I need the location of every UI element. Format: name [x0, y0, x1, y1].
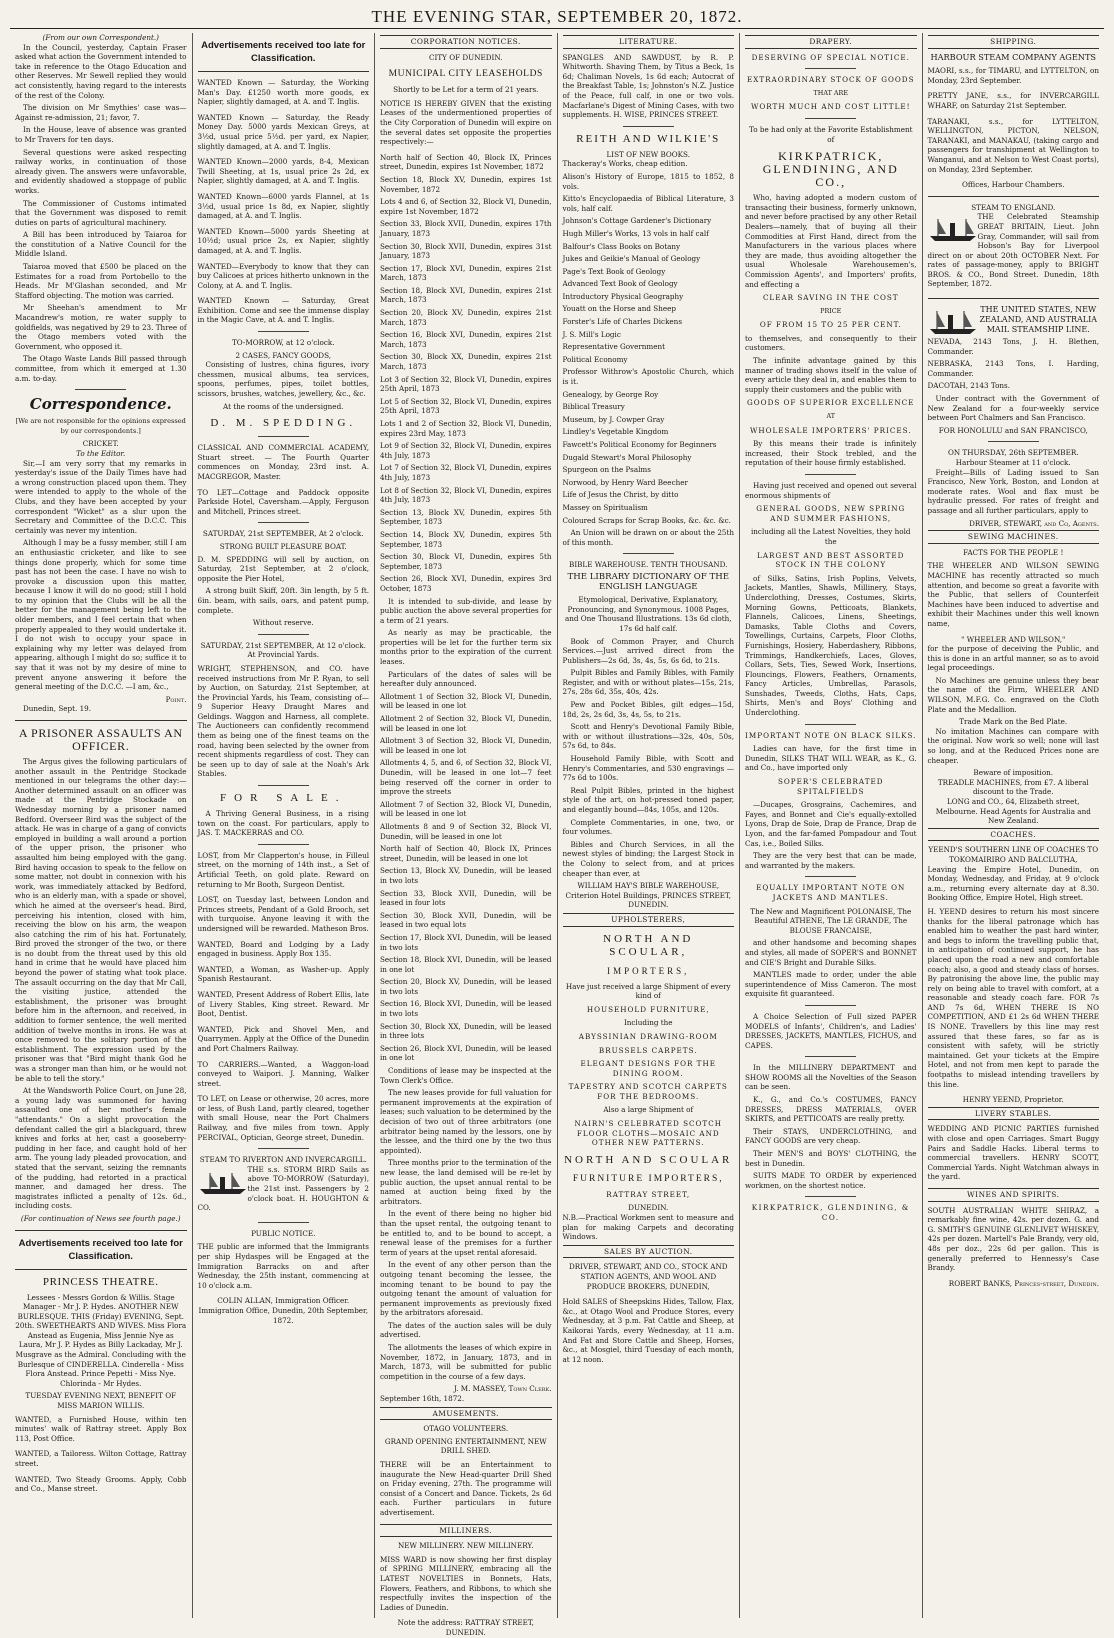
shiraz-ad: SOUTH AUSTRALIAN WHITE SHIRAZ, a remarkably fine wine, 42s. per dozen. G. and G. SMITH'S GENUINE GLENLIVET WHISKEY, 42s per dozen. Martell's Pale Brandy, very old, 48s per doz., 22s 6d per gallon. This is generally preferred to Hennessy's Case Brandy.	[927, 1205, 1099, 1273]
yeend-text: Leaving the Empire Hotel, Dunedin, on Monday, Wednesday, and Friday, at 9 o'clock a.m., returning every alternate day at 8.30. Booking Office, Empire Hotel, High street.	[927, 864, 1099, 903]
kirkpatrick-heading: KIRKPATRICK, GLENDINING, AND CO.,	[762, 149, 899, 190]
lease-item: Section 18, Block XVI, Dunedin, expires 21st March, 1873	[380, 285, 552, 305]
lease-item: Lot 7 of Section 32, Block VI, Dunedin, expires 4th July, 1873	[380, 463, 552, 482]
column-5	[740, 33, 923, 1618]
telegram-paragraph: In the Council, yesterday, Captain Fraser asked what action the Government intended to take in reference to the Otago Education and other Reserves. Mr Sewell replied they would act consistently, having regard to the interests of the rest of the Colony.	[15, 42, 187, 100]
book-item: Advanced Text Book of Geology	[562, 279, 678, 289]
great-britain-ad: THE Celebrated Steamship GREAT BRITAIN, Lieut. John Gray, Commander, will sail from Hobson's Bay for Liverpool direct on or about 20th OCTOBER Next. For rates of passage-money, apply to BRIGHT BROS. & CO., Bond Street. Dunedin, 18th September, 1872.	[927, 212, 1099, 289]
otago-volunteers: OTAGO VOLUNTEERS.	[423, 1424, 509, 1434]
carriers-ad: TO CARRIERS.—Wanted, a Waggon-load conveyed to Waipori. J. Manning, Walker street.	[197, 1059, 369, 1088]
town-clerk-date: September 16th, 1872.	[380, 1394, 465, 1404]
literature-section: LITERATURE.	[563, 35, 735, 49]
allotment-item: Section 26, Block XVI, Dunedin, will be leased in one lot	[380, 1043, 552, 1063]
lease-item: Section 18, Block XV, Dunedin, expires 1st November, 1872	[380, 174, 552, 194]
worth: WORTH MUCH AND COST LITTLE!	[750, 102, 911, 112]
lease-item: Lot 3 of Section 32, Block VI, Dunedin, expires 25th April, 1873	[380, 374, 552, 394]
book-item: Johnson's Cottage Gardener's Dictionary	[562, 216, 712, 226]
ducapes: —Ducapes, Grosgrains, Cachemires, and Fayes, and Bonnet and Cie's equally-extolled Lyons, Drap de Soie, Drap de France, Drap de Lyon, and the far-famed Pompadour and Tout Cas, i.e., Boiled Silks.	[745, 800, 917, 848]
clear-saving: CLEAR SAVING IN THE COST	[762, 293, 899, 303]
fancy-at: At the rooms of the undersigned.	[223, 401, 344, 411]
book-item: Professor Withrow's Apostolic Church, which is it.	[562, 367, 734, 387]
prisoner-article	[15, 757, 187, 1211]
condition-paragraph: The dates of the auction sales will be duly advertised.	[380, 1320, 552, 1340]
column-3	[375, 33, 558, 1637]
ward-address: Note the address: RATTRAY STREET, DUNEDIN.	[397, 1618, 534, 1637]
column-1	[10, 33, 193, 1618]
allotment-item: Section 33, Block XVII, Dunedin, will be leased in four lots	[380, 888, 552, 908]
dictionary-text: Etymological, Derivative, Explanatory, Pronouncing, and Synonymous. 1008 Pages, and One Thousand Illustrations. 13s 6d cloth, 17s 6d half calf.	[564, 595, 732, 633]
imitation: No imitation Machines can compare with the original. Now work so well; none will last so long, and at the Reduced Prices none are cheaper.	[927, 726, 1099, 765]
bible-item: Book of Common Prayer, and Church Services.—Just arrived direct from the Publishers—2s 6d, 3s, 4s, 5s, 6s 6d, to 21s.	[562, 636, 734, 665]
by-this: By this means their trade is infinitely increased, their Stock trebled, and the reputation of their house firmly established.	[745, 439, 917, 468]
rattray-street: RATTRAY STREET,	[606, 1189, 691, 1199]
upholsterers-section: UPHOLSTERERS,	[563, 913, 735, 927]
furniture-importers: FURNITURE IMPORTERS,	[572, 1173, 724, 1184]
sewing-section: SEWING MACHINES.	[928, 530, 1100, 544]
millinery: In the MILLINERY DEPARTMENT and SHOW ROOMS all the Novelties of the Season can be seen.	[745, 1063, 917, 1092]
columns	[10, 33, 1104, 1637]
driver-heading: DRIVER, STEWART, AND CO., STOCK AND STATION AGENTS, AND WOOL AND PRODUCE BROKERS, DUNEDIN,	[568, 1262, 728, 1291]
condition-paragraph: In the event of any other person than the outgoing tenant becoming the lessee, the incoming tenant to be bound to pay the outgoing tenant the amount of valuation for permanent improvements as previously fixed by the arbitrators aforesaid.	[380, 1260, 552, 1318]
union-note: An Union will be drawn on or about the 25th of this month.	[562, 528, 734, 547]
honolulu: FOR HONOLULU and SAN FRANCISCO,	[938, 425, 1088, 435]
book-item: Coloured Scraps for Scrap Books, &c. &c. &c.	[562, 515, 731, 525]
percent: OF FROM 15 TO 25 PER CENT.	[759, 320, 902, 330]
wanted-ad: WANTED Known — Saturday, Great Exhibition. Come and see the immense display in the Magic Cave, at A. and T. Inglis.	[197, 296, 369, 325]
lease-item: Section 33, Block XVII, Dunedin, expires 17th January, 1873	[380, 219, 552, 238]
book-item: Kitto's Encyclopaedia of Biblical Literature, 3 vols, half calf.	[562, 194, 734, 213]
boat-text: A strong built Skiff, 20ft. 3in length, by 5 ft. 6in. beam, with sails, oars, and patent pump, complete.	[197, 586, 369, 615]
importers: IMPORTERS,	[607, 965, 690, 976]
soper: SOPER'S CELEBRATED SPITALFIELDS	[777, 777, 884, 796]
book-item: Introductory Physical Geography	[562, 291, 684, 301]
column-4	[558, 33, 741, 1618]
wheeler-ad: THE WHEELER AND WILSON SEWING MACHINE has recently attracted so much attention, and become so great a favorite with the Public, that sellers of Counterfeit Machines have been induced to advertise and exhibit their Machines under this well known name,	[927, 561, 1099, 628]
allotment-item: Allotments 8 and 9 of Section 32, Block VI, Dunedin, will be leased in one lot	[380, 821, 552, 841]
elegant: ELEGANT DESIGNS FOR THE DINING ROOM.	[580, 1059, 716, 1078]
without-reserve: Without reserve.	[252, 618, 314, 628]
north-heading-2: NORTH AND SCOULAR	[564, 1153, 733, 1166]
book-item: J. S. Mill's Logic	[562, 329, 621, 339]
allotment-item: Section 17, Block XVI, Dunedin, will be leased in two lots	[380, 932, 552, 952]
book-list	[563, 159, 735, 525]
important-note: IMPORTANT NOTE ON BLACK SILKS.	[745, 730, 917, 740]
saturday-2: SATURDAY, 21st SEPTEMBER, At 12 o'clock. At Provincial Yards.	[200, 640, 366, 660]
grand-heading: GRAND OPENING ENTERTAINMENT, NEW DRILL SHED.	[384, 1436, 547, 1456]
book-item: Museum, by J. Cowper Gray	[562, 414, 665, 424]
ward-ad: MISS WARD is now showing her first display of SPRING MILLINERY, embracing all the LATEST NOVELTIES in Bonnets, Hats, Flowers, Feathers, and Ribbons, to which she respectfully invites the inspection of the Ladies of Dunedin.	[380, 1554, 552, 1612]
spangles-ad: SPANGLES AND SAWDUST, by R. P. Whitworth. Shaving Them, by Titus a Beck, 1s 6d; Chaliman Novels, 1s 6d each; Autocrat of the Breakfast Table, 1s; Johnston's N.Z. Justice of the Peace, full calf, in one or two vols. Macfarlane's Digest of Mining Cases, with two supplements. H. WISE, PRINCES STREET.	[562, 52, 734, 120]
book-item: Lindley's Vegetable Kingdom	[562, 427, 669, 437]
nearly: As nearly as may be practicable, the properties will be let for the further term six months prior to the expiration of the current leases.	[380, 628, 552, 667]
book-item: Forster's Life of Charles Dickens	[562, 317, 683, 327]
allotment-item: Allotments 4, 5, and 6, of Section 32, Block VI, Dunedin, will be leased in one lot—7 feet being reserved off the corner in order to improve the streets	[380, 758, 552, 797]
late-ads-heading-2: Advertisements received too late for Classification.	[201, 40, 366, 64]
cricket-date: Dunedin, Sept. 19.	[23, 704, 92, 714]
beware: Beware of imposition.	[973, 768, 1054, 778]
tolet-ad-1: TO LET—Cottage and Paddock opposite Parkside Hotel, Caversham.—Apply, Ferguson and Mitchell, Princes street.	[197, 487, 369, 516]
lease-item: Section 26, Block XVI, Dunedin, expires 3rd October, 1873	[380, 574, 552, 593]
wanted-ad: WANTED Known—6000 yards Flannel, at 1s 3½d, usual price 1s 8d, ex Napier, slightly damaged, at A. and T. Inglis.	[197, 191, 369, 221]
suits: SUITS MADE TO ORDER by experienced workmen, on the shortest notice.	[745, 1171, 917, 1190]
saturday-1: SATURDAY, 21st SEPTEMBER, At 2 o'clock.	[202, 529, 364, 539]
allotment-item: Section 18, Block XVI, Dunedin, will be leased in one lot	[380, 955, 552, 974]
book-item: Alison's History of Europe, 1815 to 1852, 8 vols.	[562, 171, 734, 191]
lease-item: Section 17, Block XVI, Dunedin, expires 21st March, 1873	[380, 263, 552, 283]
correspondence-heading: Correspondence.	[29, 395, 172, 414]
lease-item: Section 14, Block XV, Dunedin, expires 5th September, 1873	[380, 529, 552, 549]
column-6	[923, 33, 1105, 1618]
wanted-ad: WANTED Known—5000 yards Sheeting at 10½d; usual price 2s, ex Napier, slightly damaged, at A. and T. Inglis.	[197, 226, 369, 255]
column-2	[193, 33, 376, 1618]
theatre-text: Lessees - Messrs Gordon & Willis. Stage Manager - Mr J. P. Hydes. ANOTHER NEW BURLESQUE. THIS (Friday) EVENING, Sept. 20th. SWEETHEARTS AND WIVES. Miss Flora Anstead as Eugenia, Miss Jennie Nye as Laura, Mr J. P. Hydes as Billy Lackaday, Mr J. Musgrave as the Admiral. Concluding with the Burlesque of CINDERELLA. Cinderella - Miss Flora Anstead. Prince Pepetti - Miss Nye. Chlorinda - Mr Hydes.	[15, 1292, 187, 1388]
purpose: for the purpose of deceiving the Public, and this is done in an artful manner, so as to avoid legal proceedings.	[927, 644, 1099, 673]
on-thursday: ON THURSDAY, 26th SEPTEMBER.	[947, 448, 1079, 458]
prisoner-heading: A PRISONER ASSAULTS AN OFFICER.	[18, 726, 183, 753]
book-item: Hugh Miller's Works, 13 vols in half calf	[562, 228, 709, 238]
telegram-paragraph: The Otago Waste Lands Bill passed through committee, from which it emerged at 1.30 a.m. to-day.	[15, 354, 187, 383]
prisoner-paragraph: The Argus gives the following particulars of another assault in the Pentridge Stockade mentioned in our telegrams the other day:— Another determined assault on an officer was made at the Pentridge Stockade on Wednesday morning by a prisoner named Bedford. Overseer Bird was the subject of the attack. He was in charge of a gang of convicts employed in building a wall around a portion of the upper prison, the prisoner who assaulted him being employed with the gang. Bird having occasion to speak to the fellow on some matter, not doubt in connexion with his work, was immediately attacked by Bedford, who is an elderly man, with a spade or shovel, which he aimed at the overseer's head. Bird, perceiving his intention, closed with him, receiving the blow on his arm, the weapon also catching the rim of his hat. Fortunately, Bird proved the stronger of the two, or there is no doubt from the threat used by this old hand in crime that he would have placed him beyond the power of stating what took place. The assault occurring on the day that Mr Call, the visiting justice, attended the establishment, the prisoner was brought before him in the afternoon, and received, in addition to former sentence, the well merited addition of twelve months in irons. He was at once removed to the solitary portion of the establishment. The expression used by the prisoner was that "Bird might thank God he was a stronger man than him, or he would not be able to tell the story."	[15, 757, 187, 1083]
allotment-item: Allotment 3 of Section 32, Block VI, Dunedin, will be leased in one lot	[380, 736, 552, 755]
lost-ad-2: LOST, on Tuesday last, between London and Princes streets, Pendant of a Gold Brooch, set with turquoise. Anyone leaving it with the undersigned will be rewarded. Matheson Bros.	[197, 895, 369, 933]
costumes: K., G., and Co.'s COSTUMES, FANCY DRESSES, DRESS MATERIALS, OVER SKIRTS, and PETTICOATS are really pretty.	[745, 1095, 917, 1124]
bible-item: Scott and Henry's Devotional Family Bible, with or without illustrations—32s, 40s, 50s, 57s 6d, to 84s.	[562, 722, 734, 751]
dacotah: DACOTAH, 2143 Tons.	[927, 381, 1011, 391]
north-nb: N.B.—Practical Workmen sent to measure and plan for making Carpets and decorating Windows.	[562, 1213, 734, 1242]
condition-paragraph: Conditions of lease may be inspected at the Town Clerk's Office.	[380, 1066, 552, 1085]
wheeler-wilson: " WHEELER AND WILSON,"	[961, 634, 1066, 644]
particulars: Particulars of the dates of sales will be hereafter duly announced.	[380, 669, 552, 689]
household: HOUSEHOLD FURNITURE,	[586, 1004, 710, 1014]
town-clerk-sig: J. M. MASSEY, Town Clerk.	[453, 1384, 552, 1394]
wanted-ad: WANTED, a Woman, as Washer-up. Apply Spanish Restaurant.	[197, 964, 369, 984]
public-notice-text: THE public are informed that the Immigrants per ship Hydaspes will be Engaged at the Immigration Barracks on and after Wednesday, the 25th instant, commencing at 10 o'clock a.m.	[197, 1242, 369, 1290]
lease-list	[380, 153, 552, 594]
continuation-note: (For continuation of News see fourth page.)	[20, 1213, 181, 1223]
intended: It is intended to sub-divide, and lease by public auction the above several properties for a term of 21 years.	[380, 596, 552, 625]
mens: Their MEN'S and BOYS' CLOTHING, the best in Dunedin.	[745, 1149, 917, 1168]
leaseholds-heading: MUNICIPAL CITY LEASEHOLDS	[388, 69, 543, 80]
freight: Freight—Bills of Lading issued to San Francisco, New York, Boston, and London at moderate rates. Wool and flax must be hydraulic pressed. For rates of freight and passage and all further particulars, apply to	[927, 467, 1099, 515]
steam-heading: STEAM TO RIVERTON AND INVERCARGILL.	[199, 1155, 367, 1165]
us-line-heading: THE UNITED STATES, NEW ZEALAND, AND AUSTRALIA MAIL STEAMSHIP LINE.	[979, 305, 1098, 335]
to-editor: To the Editor.	[76, 448, 126, 458]
book-item: Jukes and Geikie's Manual of Geology	[562, 254, 701, 264]
bible-item: Pulpit Bibles and Family Bibles, with Family Register, and with or without plates—15s, 21s, 27s, 28s 6d, 35s, 40s, 42s.	[562, 668, 734, 697]
book-item: Massey on Spiritualism	[562, 502, 648, 512]
public-notice-sig: COLIN ALLAN, Immigration Officer. Immigration Office, Dunedin, 20th September, 1872.	[198, 1296, 368, 1325]
telegram-paragraph: The Commissioner of Customs intimated that the Government was disposed to remit duties on parts of agricultural machinery.	[15, 198, 187, 227]
extraordinary: EXTRAORDINARY STOCK OF GOODS	[746, 75, 915, 85]
allotments-list	[380, 692, 552, 1063]
trade-mark: Trade Mark on the Bed Plate.	[959, 717, 1068, 727]
infinite: The infinite advantage gained by this manner of trading shows itself in the value of every article they deal in, and enables them to supply their customers and the public with	[745, 356, 917, 394]
classical-ad: CLASSICAL AND COMMERCIAL ACADEMY, Stuart street. — The Fourth Quarter commences on Monday, 23rd inst. A. MACGREGOR, Master.	[197, 443, 369, 481]
wanted-ads-2	[198, 940, 370, 1054]
brussels: BRUSSELS CARPETS.	[598, 1045, 698, 1055]
abyssinian: ABYSSINIAN DRAWING-ROOM	[578, 1031, 718, 1041]
tomorrow: TO-MORROW, at 12 o'clock.	[231, 338, 335, 348]
book-item: Page's Text Book of Geology	[562, 266, 666, 276]
wholesale: WHOLESALE IMPORTERS' PRICES.	[749, 425, 912, 435]
wanted-ad: WANTED Known—2000 yards, 8-4, Mexican Twill Sheeting, at 1s, usual price 2s 2d, ex Napier, slightly damaged, at A. and T. Inglis.	[197, 157, 369, 186]
other-shapes: and other handsome and becoming shapes and styles, all made of SOPER'S and BONNET and CIE'S Bright and Durable Silks.	[745, 938, 917, 967]
wanted-ad: WANTED, Pick and Shovel Men, and Quarrymen. Apply at the Office of the Dunedin and Port Chalmers Railway.	[197, 1024, 369, 1053]
telegram-paragraph: Taiaroa moved that £500 be placed on the Estimates for a road from Portobello to the Heads. Mr M'Glashan seconded, and Mr Stafford objecting. The motion was carried.	[15, 262, 187, 300]
allotment-item: Section 16, Block XVI, Dunedin, will be leased in two lots	[380, 999, 552, 1019]
price: PRICE	[820, 306, 842, 315]
maori-ad: MAORI, s.s., for TIMARU, and LYTTELTON, on Monday, 23rd September.	[927, 66, 1099, 85]
wanted-ad: WANTED Known — Saturday, the Working Man's Day. £1250 worth more goods, ex Napier, slightly damaged, at A. and T. Inglis.	[197, 78, 369, 107]
allotment-item: North half of Section 40, Block IX, Princes street, Dunedin, will be leased in one lot	[380, 844, 552, 863]
having: Having just received and opened out several enormous shipments of	[745, 481, 917, 500]
lease-item: Section 30, Block XX, Dunedin, expires 21st March, 1873	[380, 352, 552, 372]
north-heading: NORTH AND SCOULAR,	[603, 932, 694, 958]
allotment-item: Allotment 7 of Section 32, Block VI, Dunedin, will be leased in one lot	[380, 799, 552, 819]
book-item: Genealogy, by George Roy	[562, 389, 659, 399]
late-ads-heading: Advertisements received too late for Classification.	[18, 1237, 183, 1262]
bible-list	[563, 637, 735, 879]
allotment-item: Section 13, Block XV, Dunedin, will be leased in two lots	[380, 866, 552, 885]
book-item: Spurgeon on the Psalms	[562, 465, 651, 475]
deserving: DESERVING OF SPECIAL NOTICE.	[751, 52, 910, 62]
telegram-paragraph: A Bill has been introduced by Taiaroa for the constitution of a Native Council for the Middle Island.	[15, 230, 187, 259]
wanted-ad: WANTED Known — Saturday, the Ready Money Day. 5000 yards Mexican Greys, at 3½d, usual price 5½d. per yard, ex Napier, slightly damaged, at A. and T. Inglis.	[197, 112, 369, 151]
equally: EQUALLY IMPORTANT NOTE ON JACKETS AND MANTLES.	[756, 883, 906, 902]
lease-item: Section 30, Block VI, Dunedin, expires 5th September, 1873	[380, 552, 552, 571]
bible-item: Pew and Pocket Bibles, gilt edges—15d, 18d, 2s, 2s 6d, 3s, 4s, 5s, to 21s.	[562, 700, 734, 719]
lease-item: Section 16, Block XVI, Dunedin, expires 21st March, 1873	[380, 330, 552, 349]
banks-sig: ROBERT BANKS, Princes-street, Dunedin.	[948, 1278, 1099, 1288]
wright-ad: WRIGHT, STEPHENSON, and CO. have received instructions from Mr P. Ryan, to sell by Auction, on Saturday, 21st September, at the Provincial Yards, his Team, consisting of— 9 Superior Heavy Draught Mares and Geldings. Waggon and Harness, all complete. The Auctioneers can confidently recommend them as being one of the finest teams on the road, having been selected by the owner from recent shipments regardless of cost. They can be seen up to day of sale at the Noah's Ark Stables.	[197, 663, 369, 779]
offices: Offices, Harbour Chambers.	[961, 180, 1065, 190]
forsale-heading: FOR SALE.	[220, 792, 347, 805]
lease-item: Lots 4 and 6, of Section 32, Block VI, Dunedin, expire 1st November, 1872	[380, 197, 552, 216]
at: AT	[826, 412, 836, 421]
long-co: LONG and CO., 64, Elizabeth street, Melbourne. Head Agents for Australia and New Zealand.	[935, 797, 1091, 826]
book-item: Life of Jesus the Christ, by ditto	[562, 490, 679, 500]
book-item: Dugald Stewart's Moral Philosophy	[562, 452, 692, 462]
book-item: Balfour's Class Books on Botany	[562, 241, 681, 251]
boat-heading: STRONG BUILT PLEASURE BOAT.	[219, 541, 347, 551]
condition-paragraph: The new leases provide for full valuation for permanent improvements at the expiration of leases; such valuation to be determined by the decision of two out of three arbitrators (one arbitrator being named by the lessors, one by the lessee, and the third one by the two thus appointed).	[380, 1088, 552, 1155]
mail-ship-icon	[928, 309, 978, 335]
corporation-section: CORPORATION NOTICES.	[380, 35, 552, 49]
yeend-heading: YEEND'S SOUTHERN LINE OF COACHES TO TOKOMAIRIRO AND BALCLUTHA,	[928, 845, 1099, 864]
spedding-2: D. M. SPEDDING will sell by auction, on Saturday, 21st September, at 2 o'clock, opposite the Pier Hotel,	[197, 554, 369, 583]
polonaise: The New and Magnificent POLONAISE, The Beautiful ATHENE, The LE GRANDE, The BLOUSE FRANCAISE,	[750, 906, 912, 935]
lease-item: North half of Section 40, Block IX, Princes street, Dunedin, expires 1st November, 1872	[380, 152, 552, 172]
amusements-section: AMUSEMENTS.	[380, 1407, 552, 1421]
bible-item: Bibles and Church Services, in all the newest styles of binding; the Largest Stock in the Colony to select from, and at prices cheaper than ever, at	[562, 839, 734, 878]
facts: FACTS FOR THE PEOPLE !	[963, 547, 1064, 557]
telegram-paragraph: The division on Mr Smythies' case was—Against re-admission, 21; favor, 7.	[15, 103, 187, 122]
small-ad: WANTED, a Furnished House, within ten minutes' walk of Rattray street. Apply Box 113, Post Office.	[15, 1414, 187, 1443]
tapestry: TAPESTRY AND SCOTCH CARPETS FOR THE BEDROOMS.	[568, 1082, 728, 1101]
coaches-section: COACHES.	[928, 828, 1100, 842]
allotment-item: Section 20, Block XV, Dunedin, will be leased in two lots	[380, 977, 552, 996]
condition-paragraph: Three months prior to the termination of the new lease, the land demised will be re-let by public auction, the upset annual rental to be named at auction being fixed by the arbitrators.	[380, 1158, 552, 1206]
who-text: Who, having adopted a modern custom of transacting their business, formerly unknown, and never before practised by any other Retail Dealers—namely, that of buying all their Commodities at First Hand, direct from the Manufacturers in the various places where they are made, thus avoiding altogether the usual Wholesale Warehousemen's, Commission Agents', and Importers' profits, and effecting a	[745, 193, 917, 289]
cricket-heading: CRICKET.	[82, 439, 119, 449]
book-item: Political Economy	[562, 354, 628, 364]
book-item: Representative Government	[562, 342, 666, 352]
leaseholds-sub: Shortly to be Let for a term of 21 years.	[393, 85, 539, 95]
tolet-ad-2: TO LET, on Lease or otherwise, 20 acres, more or less, of Bush Land, partly cleared, together with small House, near the Port Chalmers Railway, and five miles from town. Apply PERCIVAL, Optician, George street, Dunedin.	[197, 1094, 369, 1142]
kirkpatrick-footer: KIRKPATRICK, GLENDINING, & CO.	[751, 1203, 910, 1222]
lease-item: Lot 5 of Section 32, Block VI, Dunedin, expires 25th April, 1873	[380, 396, 552, 416]
spedding: D. M. SPEDDING.	[210, 417, 357, 430]
yeend-thanks: H. YEEND desires to return his most sincere thanks for the liberal patronage which has enabled him to weather the past hard winter, and begs to inform the travelling public that, in anticipation of continued support, he has placed upon the road a new and comfortable coach; also, a good and steady class of horses. By patronising the above line, the public may rely on being able to travel with comfort, at a reasonable and steady coach fare. FOR 7s AND 7s 6d, WHEN THERE IS NO COMPETITION, AND £1 2s 6d WHEN THERE IS NONE. Travellers by this line may rest assured that these fares, so far as is consistent with safety, will be strictly maintained. Get your tickets at the Empire Hotel, and not from men kept to parade the footpaths to mislead intending travellers by this line.	[927, 906, 1099, 1089]
steamship-icon	[928, 216, 978, 242]
cricket-paragraph: Although I may be a fussy member, still I am an enthusiastic cricketer, and like to see things done properly, which for some time past has not been the case. I have no wish to provoke a discussion upon this matter, because I know it will do no good; still I hold to my opinion that the Clubs will be all the better for the management being left to the older members, and I feel certain that when properly appealed to they would undertake it. I do not wish to occupy your space in explaining why my letter was delayed from appearing, although I might do so; suffice it to say that it was not by my desire of mine to prevent anyone answering it before the general meeting of the D.C.C. —I am, &c.,	[15, 538, 187, 692]
bible-item: Complete Commentaries, in one, two, or four volumes.	[562, 817, 734, 837]
taranaki-ad: TARANAKI, s.s., for LYTTELTON, WELLINGTON, PICTON, NELSON, TARANAKI, and MANAKAU, (taking cargo and passengers for transhipment at Wellington to Wanganui, and at Nelson to West Coast ports), on Monday, 23rd September.	[927, 116, 1099, 174]
telegram-paragraph: Several questions were asked respecting railway works, in continuation of those already given. The answers were unfavorable, and evidently shadowed a stoppage of public works.	[15, 147, 187, 195]
grand-text: THERE will be an Entertainment to inaugurate the New Head-quarter Drill Shed on Friday evening, 27th. The programme will consist of a Concert and Dance. Tickets, 2s 6d each. Further particulars in future advertisement.	[380, 1460, 552, 1517]
superior: GOODS OF SUPERIOR EXCELLENCE	[747, 398, 915, 408]
general-goods: GENERAL GOODS, NEW SPRING AND SUMMER FASHIONS,	[756, 504, 906, 523]
milliners-section: MILLINERS.	[380, 1524, 552, 1538]
small-ad: WANTED, a Tailoress. Wilton Cottage, Rattray street.	[15, 1449, 187, 1468]
cricket-paragraph: Sir,—I am very sorry that my remarks in yesterday's issue of the Daily Times have had a wrong construction placed upon them. They were intended to apply to the whole of the Clubs, and they have been accepted by your correspondent "Wicket" as a slur upon the Secretary and Committee of the D.C.C. This certainly was never my intention.	[15, 458, 187, 535]
condition-paragraph: In the event of there being no higher bid than the upset rental, the outgoing tenant to be entitled to, and to be bound to accept, a renewal lease of the premises for a further term of years at the upset rental aforesaid.	[380, 1209, 552, 1257]
lease-item: Section 30, Block XVII, Dunedin, expires 31st January, 1873	[380, 241, 552, 261]
theatre-heading: PRINCESS THEATRE.	[42, 1275, 159, 1288]
book-item: Thackeray's Works, cheap edition.	[562, 159, 688, 169]
bible-item: Household Family Bible, with Scott and Henry's Commentaries, and 530 engravings —77s 6d to 100s.	[562, 754, 734, 783]
wanted-ad: WANTED, Present Address of Robert Ellis, late of Livery Stables, King street. Reward. Mr Boot, Dentist.	[197, 989, 369, 1019]
new-millinery: NEW MILLINERY. NEW MILLINERY.	[397, 1541, 534, 1551]
including: Including the	[623, 1018, 673, 1028]
genuine: No Machines are genuine unless they bear the name of the Firm, WHEELER AND WILSON, M.F.G. Co. engraved on the Cloth Plate and the Medallion.	[927, 675, 1099, 714]
lease-item: Lots 1 and 2 of Section 32, Block VI, Dunedin, expires 23rd May, 1873	[380, 419, 552, 438]
harbour-heading: HARBOUR STEAM COMPANY AGENTS	[930, 51, 1097, 62]
theatre-benefit: TUESDAY EVENING NEXT, BENEFIT OF MISS MARION WILLIS.	[25, 1391, 177, 1411]
wanted-ad: WANTED—Everybody to know that they can buy Calicoes at prices hitherto unknown in the Colony, at A. and T. Inglis.	[197, 261, 369, 290]
lost-ad-1: LOST, from Mr Clapperton's house, in Filleul street, on the morning of 14th inst., a Set of Artificial Teeth, on gold plate. Reward on returning to Mr Booth, Surgeon Dentist.	[197, 850, 369, 889]
disclaimer: [We are not responsible for the opinions expressed by our correspondents.]	[15, 417, 186, 435]
dunedin: DUNEDIN.	[628, 1203, 669, 1213]
very-best: They are the very best that can be made, and warranted by the makers.	[745, 851, 917, 870]
bible-heading: BIBLE WAREHOUSE. TENTH THOUSAND.	[569, 560, 728, 570]
drapery-section: DRAPERY.	[745, 35, 917, 49]
also: Also a large Shipment of	[603, 1105, 694, 1115]
hay-sig: WILLIAM HAY'S BIBLE WAREHOUSE, Criterion Hotel Buildings, PRINCES STREET, DUNEDIN.	[565, 881, 732, 910]
telegram-paragraph: In the House, leave of absence was granted to Mr Travers for ten days.	[15, 125, 187, 144]
choice: A Choice Selection of Full sized PAPER MODELS of Infants', Children's, and Ladies' DRESSES, JACKETS, MANTLES, FICHUS, and CAPES.	[745, 1011, 917, 1050]
pretty-jane-ad: PRETTY JANE, s.s., for INVERCARGILL WHARF, on Saturday 21st September.	[927, 91, 1099, 110]
fancy-heading: 2 CASES, FANCY GOODS,	[235, 350, 332, 360]
allotment-item: Section 30, Block XVII, Dunedin, will be leased in two equal lots	[380, 910, 552, 930]
telegram-paragraph: Mr Sheehan's amendment to Mr Macandrew's motion, re water supply to goldfields, was negatived by 29 to 23. Three of the Otago members voted with the Government, who opposed it.	[15, 303, 187, 351]
forsale-text: A Thriving General Business, in a rising town on the coast. For particulars, apply to JAS. T. MACKERRAS and CO.	[197, 809, 369, 838]
lease-item: Section 13, Block XV, Dunedin, expires 5th September, 1873	[380, 507, 552, 527]
largest: LARGEST AND BEST ASSORTED STOCK IN THE COLONY	[757, 550, 905, 570]
book-item: Fawcett's Political Economy for Beginners	[562, 440, 717, 449]
cricket-signature: Point.	[165, 694, 187, 704]
harbour-steamer: Harbour Steamer at 11 o'clock.	[955, 458, 1071, 467]
small-ad: WANTED, Two Steady Grooms. Apply, Cobb and Co., Manse street.	[15, 1474, 187, 1494]
conditions	[380, 1066, 552, 1381]
lease-item: Lot 9 of Section 32, Block VI, Dunedin, expires 4th July, 1873	[380, 441, 552, 460]
wanted-ad: WANTED, Board and Lodging by a Lady engaged in business. Apply Box 135.	[197, 939, 369, 959]
driver-agents: DRIVER, STEWART, and Co, Agents.	[969, 518, 1099, 528]
nebraska: NEBRASKA, 2143 Tons, I. Harding, Commander.	[927, 359, 1099, 378]
driver-text: Hold SALES of Sheepskins Hides, Tallow, Flax, &c., at Otago Wool and Produce Stores, every Wednesday, at 3 p.m. Fat Cattle and Sheep, at Kaikorai Yards, every Wednesday, at 11 a.m. And Fat and Store Cattle and Sheep, Horses, &c., at Mosgiel, third Tuesday of each month, at 12 noon.	[562, 1297, 734, 1364]
silks-list: of Silks, Satins, Irish Poplins, Velvets, Jackets, Mantles, Shawls, Millinery, Stays, Underclothing, Dresses, Costumes, Skirts, Morning Gowns, Petticoats, Blankets, Flannels, Calicoes, Linens, Sheetings, Damasks, Table Cloths and Covers, Towellings, Curtains, Carpets, Floor Cloths, Furnishings, Hosiery, Haberdashery, Ribbons, Trimmings, Handkerchiefs, Laces, Gloves, Collars, Sets, Ties, Sewed Work, Insertions, Flouncings, Flowers, Feathers, Ornaments, Fancy Articles, Umbrellas, Parasols, Sunshades, Tweeds, Cloths, Hats, Caps, Shirts, Men's and Boys' Clothing and Underclothing.	[745, 573, 917, 718]
mantles: MANTLES made to order, under the able superintendence of Miss Cameron. The most exquisite fit guaranteed.	[745, 970, 917, 999]
steam-england: STEAM TO ENGLAND.	[971, 202, 1056, 212]
under-contract: Under contract with the Government of New Zealand for a four-weekly service between Port Chalmers and San Francisco.	[927, 394, 1099, 423]
ladies: Ladies can have, for the first time in Dunedin, SILKS THAT WILL WEAR, as K., G. and Co., have imported only	[745, 744, 917, 773]
wines-section: WINES AND SPIRITS.	[928, 1188, 1100, 1202]
bible-item: Real Pulpit Bibles, printed in the highest style of the art, on hot-pressed toned paper, and elegantly bound—84s, 105s, and 120s.	[562, 785, 734, 814]
condition-paragraph: The allotments the leases of which expire in November, 1872, in January, 1873, and in March, 1873, will be submitted for public competition in the course of a few days.	[380, 1343, 552, 1381]
that-are: THAT ARE	[813, 88, 848, 97]
ship-icon	[198, 1169, 248, 1195]
small-ads	[15, 1415, 187, 1494]
livery-section: LIVERY STABLES.	[928, 1107, 1100, 1121]
treadle: TREADLE MACHINES, from £7. A liberal discount to the Trade.	[937, 777, 1089, 797]
reith-heading: REITH AND WILKIE'S	[576, 132, 721, 145]
telegram-paragraphs	[15, 43, 187, 384]
leaseholds-notice: NOTICE IS HEREBY GIVEN that the existing Leases of the undermentioned properties of the City Corporation of Dunedin will expire on the several dates set opposite the properties respectively:—	[380, 98, 552, 147]
public-notice-heading: PUBLIC NOTICE.	[251, 1228, 316, 1238]
shipping-section: SHIPPING.	[928, 35, 1100, 49]
book-item: Norwood, by Henry Ward Beecher	[562, 477, 688, 487]
correspondent-note: (From our own Correspondent.)	[42, 33, 159, 42]
allotment-item: Allotment 1 of Section 32, Block VI, Dunedin, will be leased in one lot	[380, 691, 552, 711]
allotment-item: Allotment 2 of Section 32, Block VI, Dunedin, will be leased in one lot	[380, 714, 552, 733]
book-item: Youatt on the Horse and Sheep	[562, 304, 676, 314]
nairn: NAIRN'S CELEBRATED SCOTCH FLOOR CLOTHS—MOSAIC AND OTHER NEW PATTERNS.	[574, 1119, 722, 1148]
sales-section: SALES BY AUCTION.	[563, 1245, 735, 1259]
north-text: Have just received a large Shipment of every kind of	[565, 981, 731, 1001]
allotment-item: Section 30, Block XX, Dunedin, will be leased in three lots	[380, 1021, 552, 1041]
stays: Their STAYS, UNDERCLOTHING, and FANCY GOODS are very cheap.	[745, 1126, 917, 1146]
wedding-ad: WEDDING AND PICNIC PARTIES furnished with close and open Carriages. Smart Buggy Pairs and Saddle Hacks. Liberal terms to commercial travellers. HENRY SCOTT, Commercial Yards. Night Watchman always in the yard.	[927, 1124, 1099, 1182]
to-themselves: to themselves, and consequently to their customers.	[745, 333, 917, 353]
reith-sub: LIST OF NEW BOOKS.	[606, 149, 690, 159]
wanted-ads	[198, 78, 370, 325]
fancy-text: Consisting of lustres, china figures, ivory chessmen, musical albums, tea services, spoons, perfumes, pipes, toilet bottles, scissors, brushes, watches, jewellery, &c., &c.	[197, 360, 369, 399]
including-latest: including all the Latest Novelties, they hold the	[751, 527, 911, 546]
masthead: THE EVENING STAR, SEPTEMBER 20, 1872.	[10, 6, 1104, 29]
yeend-sig: HENRY YEEND, Proprietor.	[962, 1095, 1064, 1105]
city-heading: CITY OF DUNEDIN.	[429, 52, 503, 62]
prisoner-paragraph: At the Wandsworth Police Court, on June 28, a young lady was summoned for having assaulted one of her mother's female "attendants." On a slight provocation the defendant called the girl a blackguard, threw knives and forks at her, cast a gooseberry-pudding in her face, and caught hold of her arm. The young lady pleaded provocation, and stated that the servant, seizing the remnants of the pudding, had retorted in a practical manner, and damaged her dress. The magistrates inflicted a penalty of 12s. 6d., including costs.	[15, 1086, 187, 1211]
book-item: Biblical Treasury	[562, 402, 625, 412]
dictionary-heading: THE LIBRARY DICTIONARY OF THE ENGLISH LANGUAGE	[567, 571, 730, 592]
lease-item: Section 20, Block XV, Dunedin, expires 21st March, 1873	[380, 308, 552, 327]
to-be-had: To be had only at the Favorite Establishment of	[749, 124, 913, 144]
cricket-letter	[15, 459, 187, 692]
nevada: NEVADA, 2143 Tons, J. H. Blethen, Commander.	[927, 337, 1099, 356]
lease-item: Lot 8 of Section 32, Block VI, Dunedin, expires 4th July, 1873	[380, 485, 552, 505]
stormbird-ad: THE s.s. STORM BIRD Sails as above TO-MORROW (Saturday), the 21st inst. Passengers by 2 o'clock boat. H. HOUGHTON & CO.	[197, 1164, 369, 1213]
